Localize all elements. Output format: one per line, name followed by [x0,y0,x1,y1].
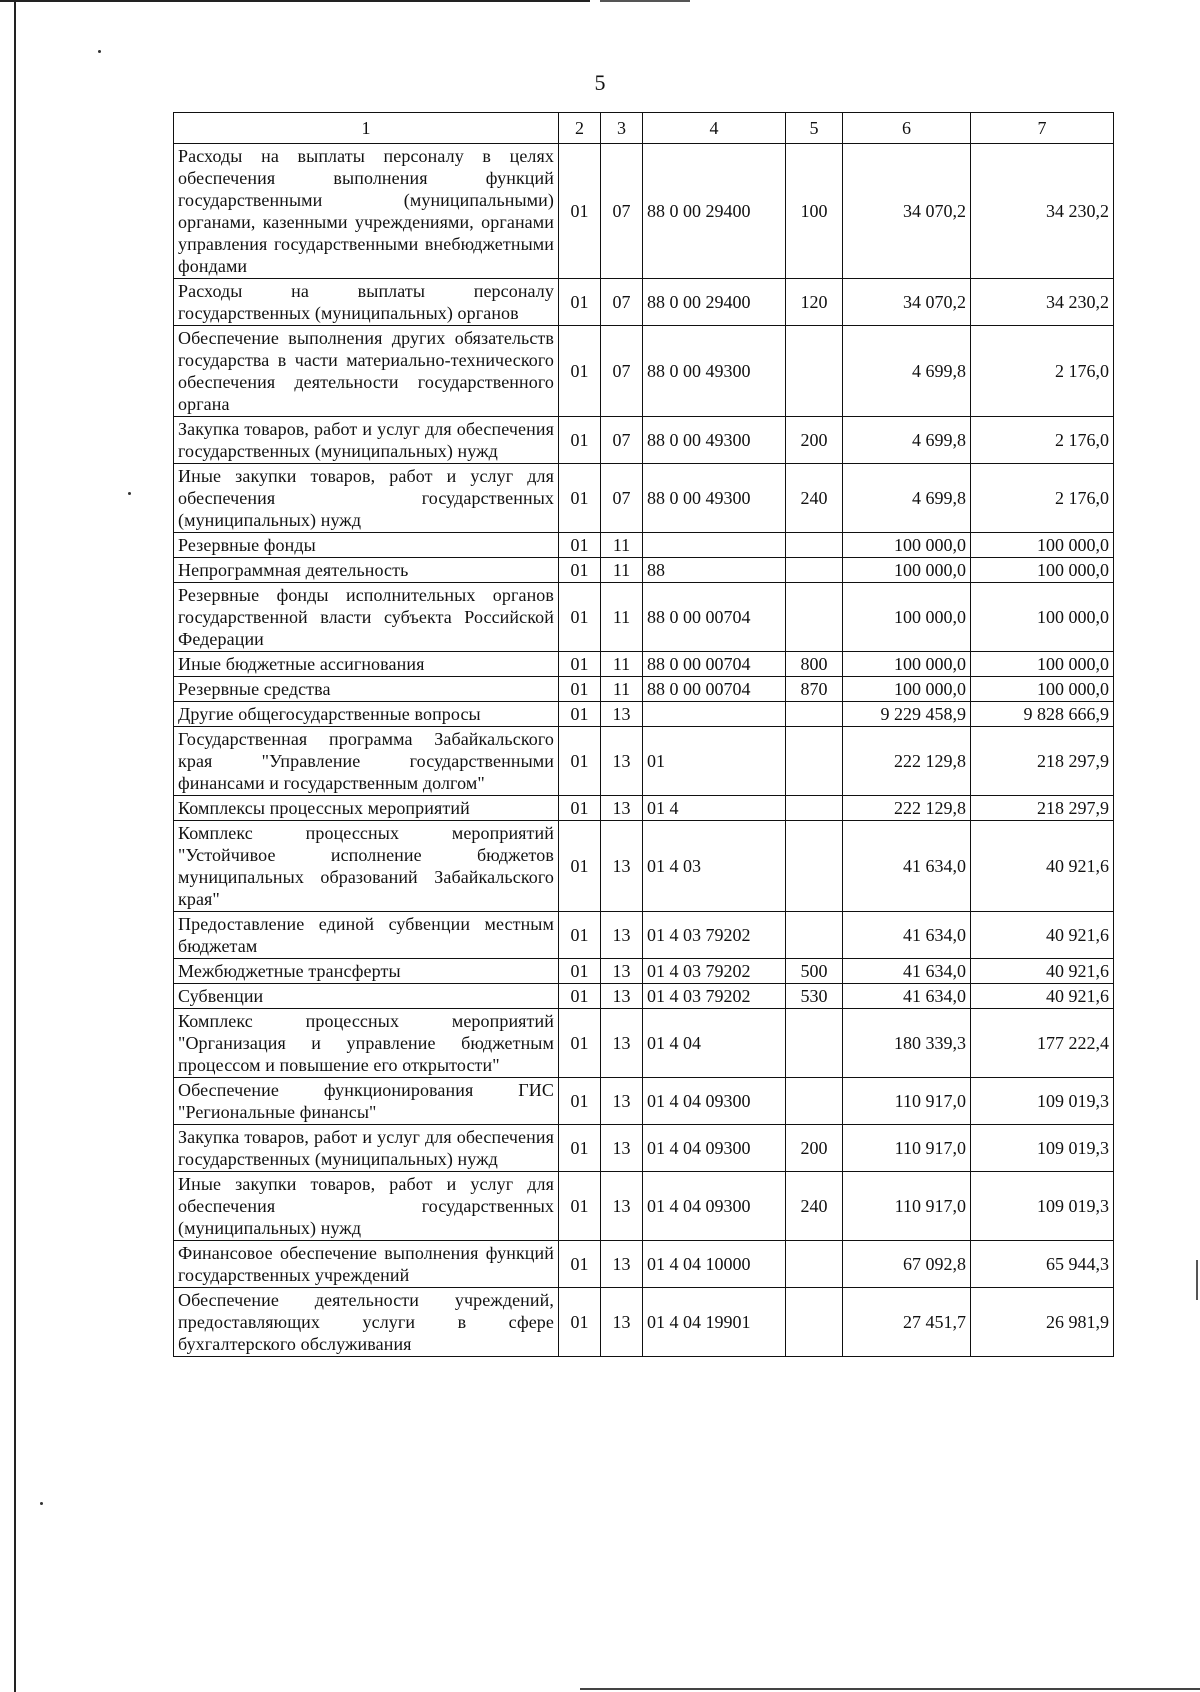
target-article-code-cell: 88 0 00 49300 [643,417,786,464]
subsection-code-cell: 07 [601,144,643,279]
subsection-code-cell: 13 [601,1241,643,1288]
section-code-cell: 01 [559,1172,601,1241]
scan-speck [40,1502,43,1505]
amount-year-2-cell: 34 230,2 [971,279,1114,326]
table-row [174,1009,1114,1078]
section-code-cell: 01 [559,959,601,984]
subsection-code-cell: 11 [601,558,643,583]
subsection-code-cell: 13 [601,702,643,727]
column-header: 1 [174,113,559,144]
expense-type-code-cell: 100 [786,144,843,279]
amount-year-1-cell: 41 634,0 [843,821,971,912]
expense-type-code-cell [786,1078,843,1125]
expense-type-code-cell [786,821,843,912]
expense-name-cell: Резервные фонды исполнительных органов государственной власти субъекта Российской Федерации [174,583,559,652]
expense-name-cell: Расходы на выплаты персоналу в целях обеспечения выполнения функций государственными (муниципальными) органами, казенными учреждениями, органами управления государственными внебюджетными фондами [174,144,559,279]
amount-year-2-cell: 65 944,3 [971,1241,1114,1288]
target-article-code-cell: 01 4 [643,796,786,821]
subsection-code-cell: 13 [601,912,643,959]
table-row [174,417,1114,464]
expense-type-code-cell [786,727,843,796]
amount-year-1-cell: 34 070,2 [843,279,971,326]
table-row [174,959,1114,984]
expense-type-code-cell [786,912,843,959]
subsection-code-cell: 13 [601,1172,643,1241]
column-header: 6 [843,113,971,144]
amount-year-2-cell: 177 222,4 [971,1009,1114,1078]
subsection-code-cell: 11 [601,533,643,558]
table-row [174,1241,1114,1288]
expense-name-cell: Обеспечение выполнения других обязательств государства в части материально-технического обеспечения деятельности государственного органа [174,326,559,417]
target-article-code-cell: 88 0 00 00704 [643,677,786,702]
amount-year-2-cell: 100 000,0 [971,533,1114,558]
amount-year-2-cell: 2 176,0 [971,464,1114,533]
expense-type-code-cell: 240 [786,1172,843,1241]
section-code-cell: 01 [559,1125,601,1172]
expense-type-code-cell: 240 [786,464,843,533]
amount-year-1-cell: 180 339,3 [843,1009,971,1078]
target-article-code-cell: 01 4 03 79202 [643,984,786,1009]
expense-name-cell: Другие общегосударственные вопросы [174,702,559,727]
section-code-cell: 01 [559,912,601,959]
expense-type-code-cell [786,583,843,652]
expense-type-code-cell: 530 [786,984,843,1009]
table-row [174,558,1114,583]
target-article-code-cell: 01 4 04 09300 [643,1125,786,1172]
expense-name-cell: Резервные средства [174,677,559,702]
table-row [174,984,1114,1009]
target-article-code-cell: 01 4 03 79202 [643,959,786,984]
table-row [174,912,1114,959]
subsection-code-cell: 13 [601,959,643,984]
amount-year-2-cell: 9 828 666,9 [971,702,1114,727]
expense-name-cell: Предоставление единой субвенции местным бюджетам [174,912,559,959]
section-code-cell: 01 [559,558,601,583]
table-row [174,533,1114,558]
section-code-cell: 01 [559,1078,601,1125]
section-code-cell: 01 [559,652,601,677]
table-row [174,821,1114,912]
table-row [174,583,1114,652]
target-article-code-cell: 01 4 03 [643,821,786,912]
amount-year-1-cell: 110 917,0 [843,1078,971,1125]
subsection-code-cell: 13 [601,821,643,912]
subsection-code-cell: 11 [601,677,643,702]
expense-type-code-cell [786,1009,843,1078]
table-header-row [174,113,1114,144]
expense-name-cell: Обеспечение функционирования ГИС "Региональные финансы" [174,1078,559,1125]
target-article-code-cell: 88 [643,558,786,583]
subsection-code-cell: 11 [601,583,643,652]
budget-table [173,112,1114,1357]
scan-edge-top-fragment [600,0,690,2]
scan-speck [128,492,131,495]
subsection-code-cell: 13 [601,1009,643,1078]
expense-type-code-cell [786,702,843,727]
section-code-cell: 01 [559,702,601,727]
table-row [174,727,1114,796]
subsection-code-cell: 13 [601,1125,643,1172]
expense-type-code-cell [786,326,843,417]
expense-type-code-cell: 200 [786,1125,843,1172]
amount-year-1-cell: 100 000,0 [843,677,971,702]
subsection-code-cell: 11 [601,652,643,677]
target-article-code-cell: 88 0 00 00704 [643,652,786,677]
amount-year-2-cell: 100 000,0 [971,677,1114,702]
table-row [174,1125,1114,1172]
expense-type-code-cell: 200 [786,417,843,464]
target-article-code-cell: 88 0 00 00704 [643,583,786,652]
column-header: 4 [643,113,786,144]
scan-speck [98,50,101,53]
subsection-code-cell: 13 [601,1288,643,1357]
subsection-code-cell: 07 [601,417,643,464]
amount-year-1-cell: 222 129,8 [843,727,971,796]
expense-type-code-cell: 870 [786,677,843,702]
subsection-code-cell: 13 [601,984,643,1009]
amount-year-1-cell: 4 699,8 [843,326,971,417]
expense-name-cell: Комплексы процессных мероприятий [174,796,559,821]
expense-name-cell: Иные закупки товаров, работ и услуг для обеспечения государственных (муниципальных) нужд [174,1172,559,1241]
section-code-cell: 01 [559,279,601,326]
section-code-cell: 01 [559,464,601,533]
target-article-code-cell [643,702,786,727]
expense-type-code-cell: 120 [786,279,843,326]
amount-year-2-cell: 109 019,3 [971,1078,1114,1125]
section-code-cell: 01 [559,326,601,417]
amount-year-1-cell: 41 634,0 [843,959,971,984]
amount-year-1-cell: 4 699,8 [843,464,971,533]
expense-name-cell: Закупка товаров, работ и услуг для обеспечения государственных (муниципальных) нужд [174,417,559,464]
expense-name-cell: Иные закупки товаров, работ и услуг для обеспечения государственных (муниципальных) нужд [174,464,559,533]
amount-year-2-cell: 109 019,3 [971,1172,1114,1241]
target-article-code-cell: 01 [643,727,786,796]
target-article-code-cell: 01 4 04 09300 [643,1172,786,1241]
subsection-code-cell: 13 [601,727,643,796]
amount-year-1-cell: 9 229 458,9 [843,702,971,727]
section-code-cell: 01 [559,677,601,702]
target-article-code-cell: 01 4 04 19901 [643,1288,786,1357]
amount-year-2-cell: 26 981,9 [971,1288,1114,1357]
table-body [174,144,1114,1357]
amount-year-1-cell: 67 092,8 [843,1241,971,1288]
target-article-code-cell: 01 4 04 09300 [643,1078,786,1125]
expense-name-cell: Непрограммная деятельность [174,558,559,583]
amount-year-2-cell: 100 000,0 [971,558,1114,583]
expense-type-code-cell: 500 [786,959,843,984]
amount-year-1-cell: 110 917,0 [843,1125,971,1172]
subsection-code-cell: 07 [601,326,643,417]
expense-type-code-cell [786,558,843,583]
table-row [174,677,1114,702]
table-row [174,1172,1114,1241]
amount-year-1-cell: 41 634,0 [843,984,971,1009]
scan-edge-bottom [580,1688,1200,1690]
target-article-code-cell: 88 0 00 29400 [643,144,786,279]
amount-year-1-cell: 110 917,0 [843,1172,971,1241]
expense-name-cell: Закупка товаров, работ и услуг для обеспечения государственных (муниципальных) нужд [174,1125,559,1172]
amount-year-2-cell: 218 297,9 [971,727,1114,796]
section-code-cell: 01 [559,1288,601,1357]
scan-edge-top [0,0,590,2]
table-row [174,144,1114,279]
table-row [174,652,1114,677]
page-number: 5 [594,70,606,95]
amount-year-1-cell: 100 000,0 [843,583,971,652]
amount-year-2-cell: 100 000,0 [971,583,1114,652]
table-row [174,1078,1114,1125]
amount-year-1-cell: 100 000,0 [843,652,971,677]
table-row [174,796,1114,821]
target-article-code-cell: 88 0 00 49300 [643,464,786,533]
amount-year-1-cell: 41 634,0 [843,912,971,959]
expense-type-code-cell: 800 [786,652,843,677]
section-code-cell: 01 [559,984,601,1009]
expense-name-cell: Финансовое обеспечение выполнения функций государственных учреждений [174,1241,559,1288]
section-code-cell: 01 [559,144,601,279]
expense-type-code-cell [786,533,843,558]
section-code-cell: 01 [559,1241,601,1288]
expense-name-cell: Обеспечение деятельности учреждений, предоставляющих услуги в сфере бухгалтерского обслуживания [174,1288,559,1357]
amount-year-2-cell: 40 921,6 [971,959,1114,984]
amount-year-2-cell: 34 230,2 [971,144,1114,279]
target-article-code-cell [643,533,786,558]
amount-year-2-cell: 100 000,0 [971,652,1114,677]
amount-year-2-cell: 2 176,0 [971,417,1114,464]
expense-name-cell: Расходы на выплаты персоналу государственных (муниципальных) органов [174,279,559,326]
expense-name-cell: Комплекс процессных мероприятий "Устойчивое исполнение бюджетов муниципальных образований Забайкальского края" [174,821,559,912]
amount-year-1-cell: 222 129,8 [843,796,971,821]
target-article-code-cell: 01 4 03 79202 [643,912,786,959]
section-code-cell: 01 [559,533,601,558]
subsection-code-cell: 13 [601,1078,643,1125]
expense-type-code-cell [786,1288,843,1357]
amount-year-2-cell: 40 921,6 [971,984,1114,1009]
column-header: 3 [601,113,643,144]
expense-name-cell: Резервные фонды [174,533,559,558]
section-code-cell: 01 [559,417,601,464]
column-header: 7 [971,113,1114,144]
table-row [174,326,1114,417]
expense-type-code-cell [786,1241,843,1288]
column-header: 2 [559,113,601,144]
section-code-cell: 01 [559,796,601,821]
subsection-code-cell: 13 [601,796,643,821]
section-code-cell: 01 [559,821,601,912]
scan-edge-right [1196,1260,1198,1300]
amount-year-1-cell: 4 699,8 [843,417,971,464]
target-article-code-cell: 88 0 00 49300 [643,326,786,417]
expense-name-cell: Субвенции [174,984,559,1009]
amount-year-1-cell: 100 000,0 [843,533,971,558]
section-code-cell: 01 [559,1009,601,1078]
amount-year-1-cell: 34 070,2 [843,144,971,279]
amount-year-2-cell: 109 019,3 [971,1125,1114,1172]
target-article-code-cell: 88 0 00 29400 [643,279,786,326]
amount-year-1-cell: 27 451,7 [843,1288,971,1357]
expense-name-cell: Государственная программа Забайкальского края "Управление государственными финансами и государственным долгом" [174,727,559,796]
expense-type-code-cell [786,796,843,821]
target-article-code-cell: 01 4 04 [643,1009,786,1078]
expense-name-cell: Комплекс процессных мероприятий "Организация и управление бюджетным процессом и повышение его открытости" [174,1009,559,1078]
section-code-cell: 01 [559,583,601,652]
expense-name-cell: Межбюджетные трансферты [174,959,559,984]
amount-year-2-cell: 218 297,9 [971,796,1114,821]
scan-edge-left [14,0,16,1692]
target-article-code-cell: 01 4 04 10000 [643,1241,786,1288]
amount-year-2-cell: 40 921,6 [971,821,1114,912]
amount-year-1-cell: 100 000,0 [843,558,971,583]
table-row [174,279,1114,326]
amount-year-2-cell: 2 176,0 [971,326,1114,417]
amount-year-2-cell: 40 921,6 [971,912,1114,959]
section-code-cell: 01 [559,727,601,796]
table-row [174,702,1114,727]
table-row [174,1288,1114,1357]
subsection-code-cell: 07 [601,279,643,326]
expense-name-cell: Иные бюджетные ассигнования [174,652,559,677]
subsection-code-cell: 07 [601,464,643,533]
column-header: 5 [786,113,843,144]
table-row [174,464,1114,533]
